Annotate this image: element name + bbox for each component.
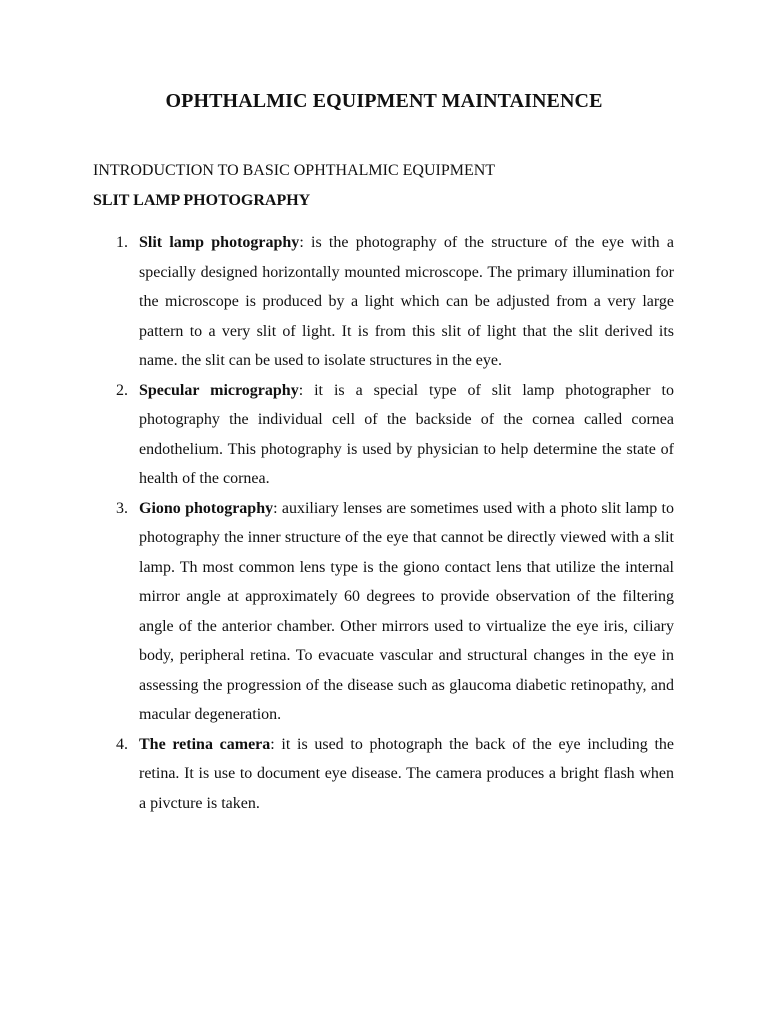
list-item	[0, 730, 768, 819]
list-item-term: Specular micrography	[139, 381, 299, 399]
list-item-paragraph	[139, 730, 674, 819]
list-item	[0, 228, 768, 376]
list-item-text: : is the photography of the structure of the eye with a specially designed horizontally mounted microscope. The primary illumination for the microscope is produced by a light which can be adjusted from a very large pattern to a very slit of light. It is from this slit of light that the slit derived its name. the slit can be used to isolate structures in the eye.	[139, 234, 675, 369]
list-item-text: : it is used to photograph the back of the eye including the retina. It is use to document eye disease. The camera produces a bright flash when a pivcture is taken.	[139, 735, 675, 812]
list-item-paragraph	[139, 376, 674, 494]
section-heading: SLIT LAMP PHOTOGRAPHY	[93, 192, 311, 209]
list-item-term: The retina camera	[139, 735, 271, 753]
list-item-paragraph	[139, 228, 674, 376]
numbered-list	[0, 228, 768, 818]
list-item-text: : it is a special type of slit lamp photographer to photography the individual cell of the backside of the cornea called cornea endothelium. This photography is used by physician to help determine the state of health of the cornea.	[139, 381, 674, 487]
list-item	[0, 376, 768, 494]
document-subtitle: INTRODUCTION TO BASIC OPHTHALMIC EQUIPMENT	[93, 162, 496, 179]
list-item-paragraph	[139, 494, 674, 730]
document-title: OPHTHALMIC EQUIPMENT MAINTAINENCE	[165, 90, 603, 112]
list-item-term: Slit lamp photography	[139, 234, 300, 251]
list-item-number: 4.	[116, 735, 128, 753]
list-item-number: 1.	[116, 234, 128, 251]
list-item-term: Giono photography	[139, 499, 274, 517]
list-item-text: : auxiliary lenses are sometimes used with a photo slit lamp to photography the inner structure of the eye that cannot be directly viewed with a slit lamp. Th most common lens type is the giono contact lens that utilize the internal mirror angle at approximately 60 degrees to provide observation of the filtering angle of the anterior chamber. Other mirrors used to virtualize the eye iris, ciliary body, peripheral retina. To evacuate vascular and structural changes in the eye in assessing the progression of the disease such as glaucoma diabetic retinopathy, and macular degeneration.	[139, 499, 675, 723]
list-item	[0, 494, 768, 730]
list-item-number: 3.	[116, 499, 128, 517]
list-item-number: 2.	[116, 381, 128, 399]
